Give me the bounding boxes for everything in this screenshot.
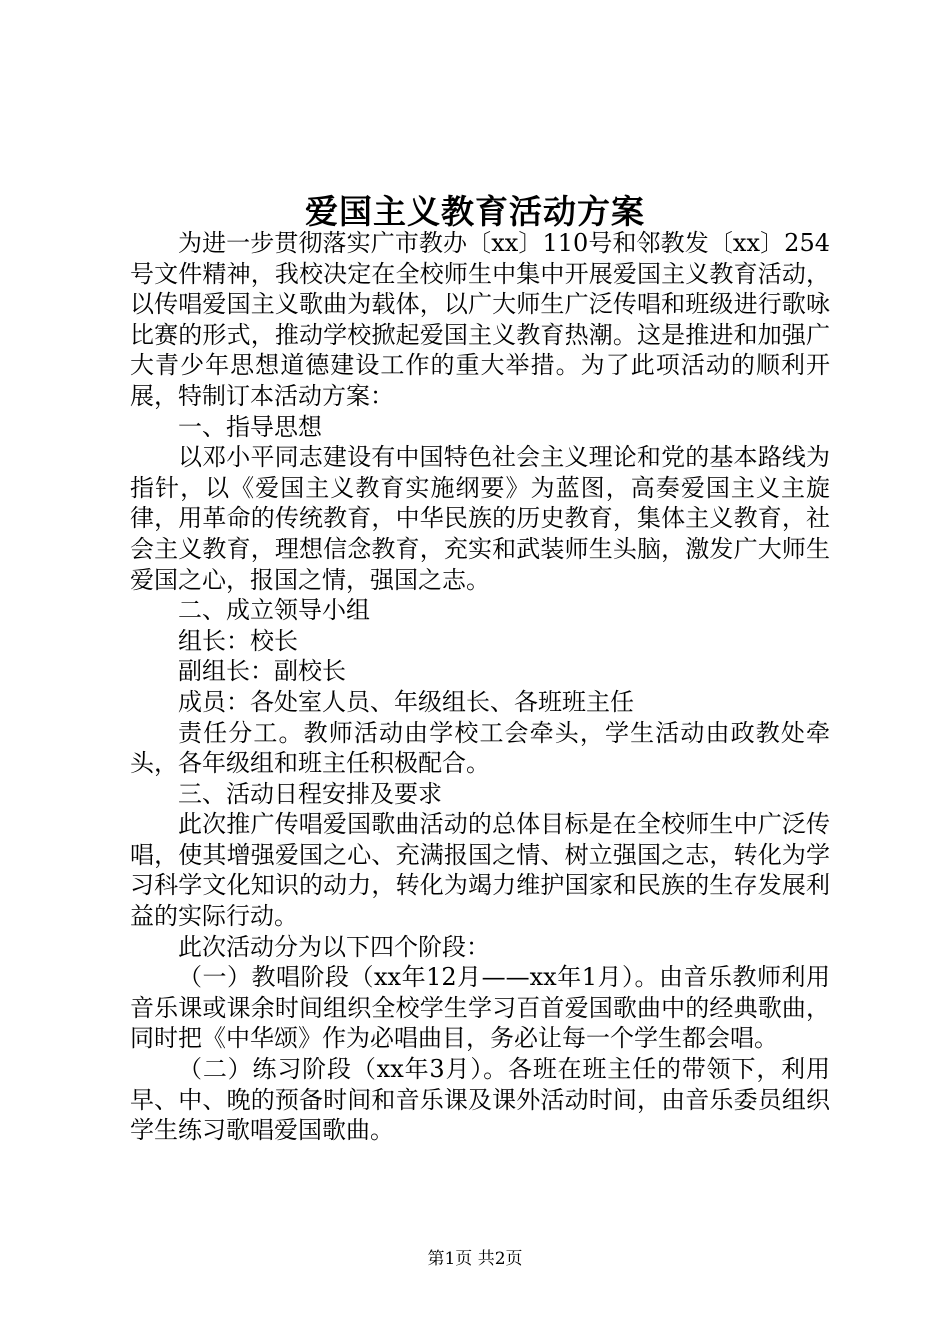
members-line: 成员：各处室人员、年级组长、各班班主任 [178, 687, 634, 716]
responsibility-paragraph: 责任分工。教师活动由学校工会牵头，学生活动由政教处牵头，各年级组和班主任积极配合。 [130, 718, 830, 778]
overall-goal-paragraph: 此次推广传唱爱国歌曲活动的总体目标是在全校师生中广泛传唱，使其增强爱国之心、充满报国之情、树立强国之志，转化为学习科学文化知识的动力，转化为竭力维护国家和民族的生存发展利益的实际行动。 [130, 810, 830, 931]
group-leader-line: 组长：校长 [178, 626, 298, 655]
section-heading-guiding-ideology: 一、指导思想 [178, 412, 322, 441]
page-footer: 第1页 共2页 [427, 1249, 523, 1269]
section-heading-leadership-group: 二、成立领导小组 [178, 596, 370, 625]
stages-intro-line: 此次活动分为以下四个阶段： [178, 932, 490, 961]
stage-one-paragraph: （一）教唱阶段（xx年12月——xx年1月）。由音乐教师利用音乐课或课余时间组织全校学生学习百首爱国歌曲中的经典歌曲，同时把《中华颂》作为必唱曲目，务必让每一个学生都会唱。 [130, 963, 830, 1053]
deputy-leader-line: 副组长：副校长 [178, 657, 346, 686]
intro-paragraph: 为进一步贯彻落实广市教办〔xx〕110号和邻教发〔xx〕254号文件精神，我校决定在全校师生中集中开展爱国主义教育活动，以传唱爱国主义歌曲为载体，以广大师生广泛传唱和班级进行歌咏比赛的形式，推动学校掀起爱国主义教育热潮。这是推进和加强广大青少年思想道德建设工作的重大举措。为了此项活动的顺利开展，特制订本活动方案： [130, 229, 830, 410]
document-body [130, 228, 830, 1146]
document-title: 爱国主义教育活动方案 [305, 192, 645, 231]
stage-two-paragraph: （二）练习阶段（xx年3月）。各班在班主任的带领下，利用早、中、晚的预备时间和音乐课及课外活动时间，由音乐委员组织学生练习歌唱爱国歌曲。 [130, 1055, 830, 1145]
guiding-ideology-paragraph: 以邓小平同志建设有中国特色社会主义理论和党的基本路线为指针，以《爱国主义教育实施纲要》为蓝图，高奏爱国主义主旋律，用革命的传统教育，中华民族的历史教育，集体主义教育，社会主义教育，理想信念教育，充实和武装师生头脑，激发广大师生爱国之心，报国之情，强国之志。 [130, 443, 830, 594]
section-heading-schedule: 三、活动日程安排及要求 [178, 779, 442, 808]
